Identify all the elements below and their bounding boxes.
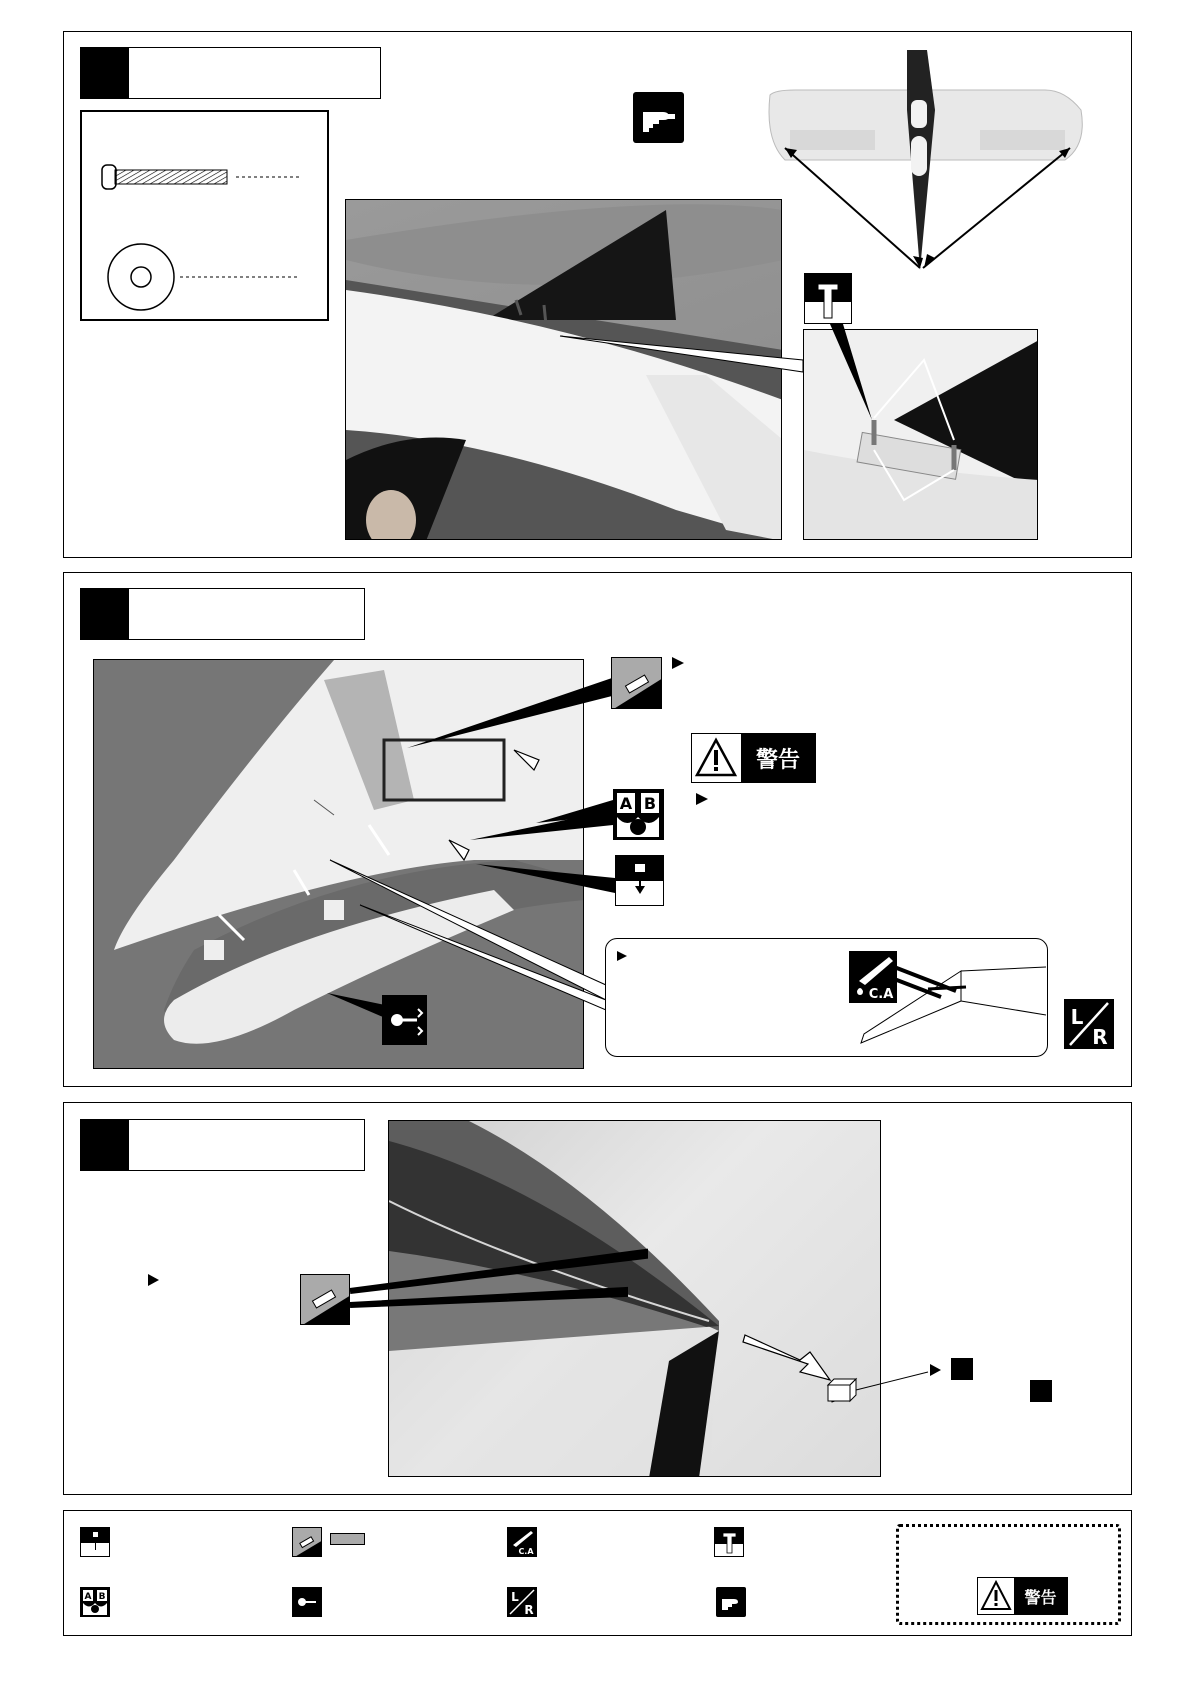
screw-icon [714, 1527, 744, 1557]
balsa-block-icon [828, 1379, 856, 1402]
svg-text:L: L [1070, 1005, 1084, 1029]
svg-text:L: L [511, 1590, 519, 1604]
hinge-pin-icon [80, 1527, 110, 1557]
left-right-icon [507, 1587, 537, 1617]
svg-text:R: R [1092, 1025, 1108, 1049]
reference-marker [1030, 1380, 1052, 1402]
note-pointer-icon [716, 1587, 746, 1617]
warning-label: 警告 [1014, 1578, 1067, 1614]
svg-text:R: R [524, 1603, 534, 1617]
bullet-arrow [930, 1364, 941, 1376]
reference-marker [951, 1358, 973, 1380]
svg-text:B: B [643, 794, 657, 813]
hinge-flex-icon [292, 1587, 322, 1617]
svg-text:A: A [84, 1592, 92, 1602]
svg-text:A: A [619, 794, 633, 813]
ca-glue-icon [507, 1527, 537, 1557]
svg-text:C.A: C.A [868, 987, 894, 1002]
warning-badge [977, 1577, 1068, 1615]
svg-text:B: B [98, 1592, 106, 1602]
cutter-icon [292, 1527, 322, 1557]
gray-swatch [330, 1533, 365, 1545]
warning-label: 警告 [741, 734, 815, 782]
warning-icon [978, 1578, 1014, 1614]
warning-note-box [896, 1524, 1121, 1625]
svg-text:C.A: C.A [518, 1547, 534, 1556]
epoxy-ab-icon [80, 1587, 110, 1617]
